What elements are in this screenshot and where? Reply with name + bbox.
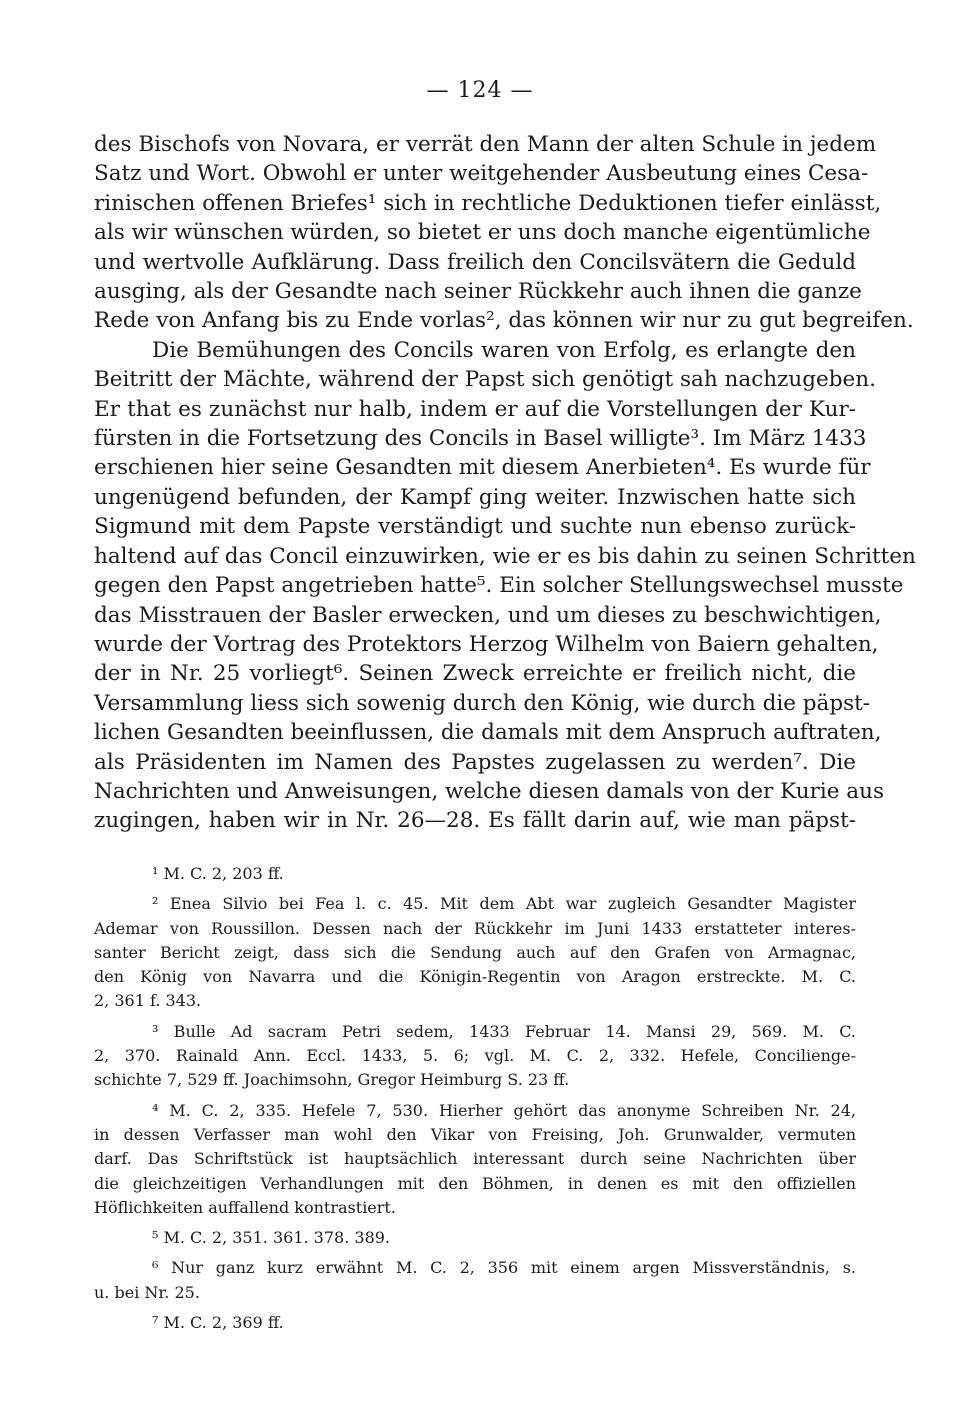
body-line: lichen Gesandten beeinflussen, die damals mit dem Anspruch auftraten, (94, 720, 882, 746)
footnote-line: ⁷ M. C. 2, 369 ff. (152, 1313, 284, 1333)
body-line: Er that es zunächst nur halb, indem er auf die Vorstellungen der Kur- (94, 396, 856, 422)
body-line: zugingen, haben wir in Nr. 26—28. Es fällt darin auf, wie man päpst- (94, 808, 856, 834)
body-line: als wir wünschen würden, so bietet er uns doch manche eigentümliche (94, 220, 871, 246)
body-line: Die Bemühungen des Concils waren von Erfolg, es erlangte den (152, 337, 856, 363)
footnote-line: die gleichzeitigen Verhandlungen mit den Böhmen, in denen es mit den offiziellen (94, 1173, 856, 1193)
footnotes (94, 862, 856, 1335)
body-line: fürsten in die Fortsetzung des Concils in Basel willigte³. Im März 1433 (94, 426, 867, 452)
body-line: und wertvolle Aufklärung. Dass freilich den Concilsvätern die Geduld (94, 249, 856, 275)
body-line: gegen den Papst angetrieben hatte⁵. Ein solcher Stellungswechsel musste (94, 573, 904, 599)
body-line: rinischen offenen Briefes¹ sich in rechtliche Deduktionen tiefer einlässt, (94, 190, 882, 216)
body-text (94, 130, 916, 836)
body-line: der in Nr. 25 vorliegt⁶. Seinen Zweck erreichte er freilich nicht, die (94, 661, 856, 687)
body-line: wurde der Vortrag des Protektors Herzog Wilhelm von Baiern gehalten, (94, 631, 879, 657)
footnote-line: in dessen Verfasser man wohl den Vikar von Freising, Joh. Grunwalder, vermuten (94, 1124, 856, 1144)
footnote-line: santer Bericht zeigt, dass sich die Sendung auch auf den Grafen von Armagnac, (94, 942, 856, 962)
body-line: Sigmund mit dem Papste verständigt und suchte nun ebenso zurück- (94, 514, 856, 540)
body-line: Versammlung liess sich sowenig durch den König, wie durch die päpst- (94, 690, 871, 716)
footnote-line: ² Enea Silvio bei Fea l. c. 45. Mit dem Abt war zugleich Gesandter Magister (152, 894, 856, 914)
footnote-line: ¹ M. C. 2, 203 ff. (152, 864, 284, 883)
footnote-line: 2, 361 f. 343. (94, 991, 202, 1011)
footnote-line: schichte 7, 529 ff. Joachimsohn, Gregor Heimburg S. 23 ff. (94, 1070, 570, 1090)
footnote-line: ⁴ M. C. 2, 335. Hefele 7, 530. Hierher gehört das anonyme Schreiben Nr. 24, (152, 1100, 856, 1120)
footnote-line: u. bei Nr. 25. (94, 1282, 200, 1302)
footnote-line: ⁵ M. C. 2, 351. 361. 378. 389. (152, 1228, 391, 1248)
body-line: ungenügend befunden, der Kampf ging weiter. Inzwischen hatte sich (94, 484, 856, 510)
body-line: ausging, als der Gesandte nach seiner Rückkehr auch ihnen die ganze (94, 279, 862, 305)
footnote-line: ⁶ Nur ganz kurz erwähnt M. C. 2, 356 mit einem argen Missverständnis, s. (152, 1258, 856, 1278)
body-line: Nachrichten und Anweisungen, welche diesen damals von der Kurie aus (94, 778, 884, 804)
footnote-line: den König von Navarra und die Königin-Regentin von Aragon erstreckte. M. C. (94, 967, 856, 987)
footnote-line: ³ Bulle Ad sacram Petri sedem, 1433 Februar 14. Mansi 29, 569. M. C. (152, 1021, 856, 1041)
footnote-line: Ademar von Roussillon. Dessen nach der Rückkehr im Juni 1433 erstatteter interes- (94, 918, 856, 938)
footnote-line: 2, 370. Rainald Ann. Eccl. 1433, 5. 6; vgl. M. C. 2, 332. Hefele, Conciliengе- (94, 1046, 856, 1066)
body-line: Rede von Anfang bis zu Ende vorlas², das können wir nur zu gut begreifen. (94, 308, 914, 334)
body-line: das Misstrauen der Basler erwecken, und um dieses zu beschwichtigen, (94, 602, 882, 628)
body-line: als Präsidenten im Namen des Papstes zugelassen zu werden⁷. Die (94, 749, 856, 775)
body-line: erschienen hier seine Gesandten mit diesem Anerbieten⁴. Es wurde für (94, 455, 871, 481)
body-line: haltend auf das Concil einzuwirken, wie er es bis dahin zu seinen Schritten (94, 543, 916, 569)
footnote-line: Höflichkeiten auffallend kontrastiert. (94, 1197, 396, 1217)
page-number: — 124 — (426, 78, 534, 103)
footnote-line: darf. Das Schriftstück ist hauptsächlich interessant durch seine Nachrichten über (94, 1149, 856, 1169)
body-line: Satz und Wort. Obwohl er unter weitgehender Ausbeutung eines Cesa- (94, 161, 869, 187)
body-line: Beitritt der Mächte, während der Papst sich genötigt sah nachzugeben. (94, 367, 876, 393)
body-line: des Bischofs von Novara, er verrät den Mann der alten Schule in jedem (94, 132, 877, 157)
